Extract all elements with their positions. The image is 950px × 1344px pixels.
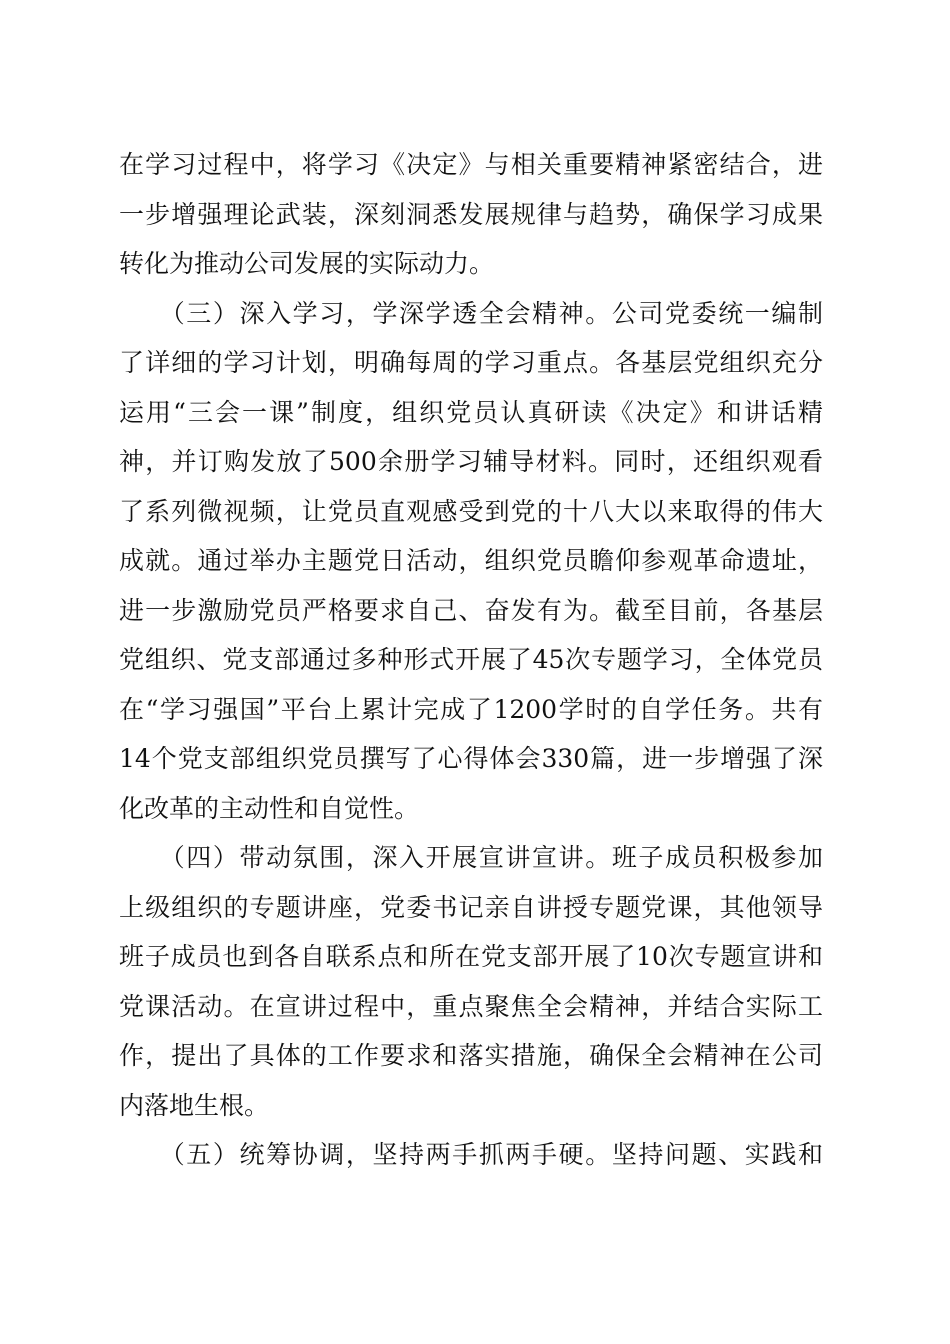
text-line: （五）统筹协调，坚持两手抓两手硬。坚持问题、实践和: [119, 1140, 823, 1169]
text-line: 班子成员也到各自联系点和所在党支部开展了10次专题宣讲和: [119, 942, 823, 971]
text-line: 作，提出了具体的工作要求和落实措施，确保全会精神在公司: [119, 1041, 823, 1070]
text-line: 神，并订购发放了500余册学习辅导材料。同时，还组织观看: [119, 447, 823, 476]
text-line: 成就。通过举办主题党日活动，组织党员瞻仰参观革命遗址，: [119, 546, 823, 575]
text-line: 在学习过程中，将学习《决定》与相关重要精神紧密结合，进: [119, 150, 823, 179]
document-body: [119, 140, 823, 1180]
text-line: 党组织、党支部通过多种形式开展了45次专题学习，全体党员: [119, 645, 823, 674]
text-line: 了系列微视频，让党员直观感受到党的十八大以来取得的伟大: [119, 496, 823, 526]
text-line: 了详细的学习计划，明确每周的学习重点。各基层党组织充分: [119, 348, 823, 377]
text-line: 一步增强理论武装，深刻洞悉发展规律与趋势，确保学习成果: [119, 199, 823, 229]
text-line: （三）深入学习，学深学透全会精神。公司党委统一编制: [119, 298, 823, 328]
text-line: 运用“三会一课”制度，组织党员认真研读《决定》和讲话精: [119, 397, 823, 427]
text-line: 进一步激励党员严格要求自己、奋发有为。截至目前，各基层: [119, 595, 823, 625]
text-line: 14个党支部组织党员撰写了心得体会330篇，进一步增强了深: [119, 744, 823, 773]
text-line: 化改革的主动性和自觉性。: [119, 793, 420, 823]
text-line: 在“学习强国”平台上累计完成了1200学时的自学任务。共有: [119, 694, 823, 724]
text-line: （四）带动氛围，深入开展宣讲宣讲。班子成员积极参加: [119, 843, 823, 872]
text-line: 党课活动。在宣讲过程中，重点聚焦全会精神，并结合实际工: [119, 991, 823, 1021]
text-line: 内落地生根。: [119, 1090, 270, 1120]
text-line: 上级组织的专题讲座，党委书记亲自讲授专题党课，其他领导: [119, 892, 823, 922]
text-line: 转化为推动公司发展的实际动力。: [119, 249, 495, 278]
